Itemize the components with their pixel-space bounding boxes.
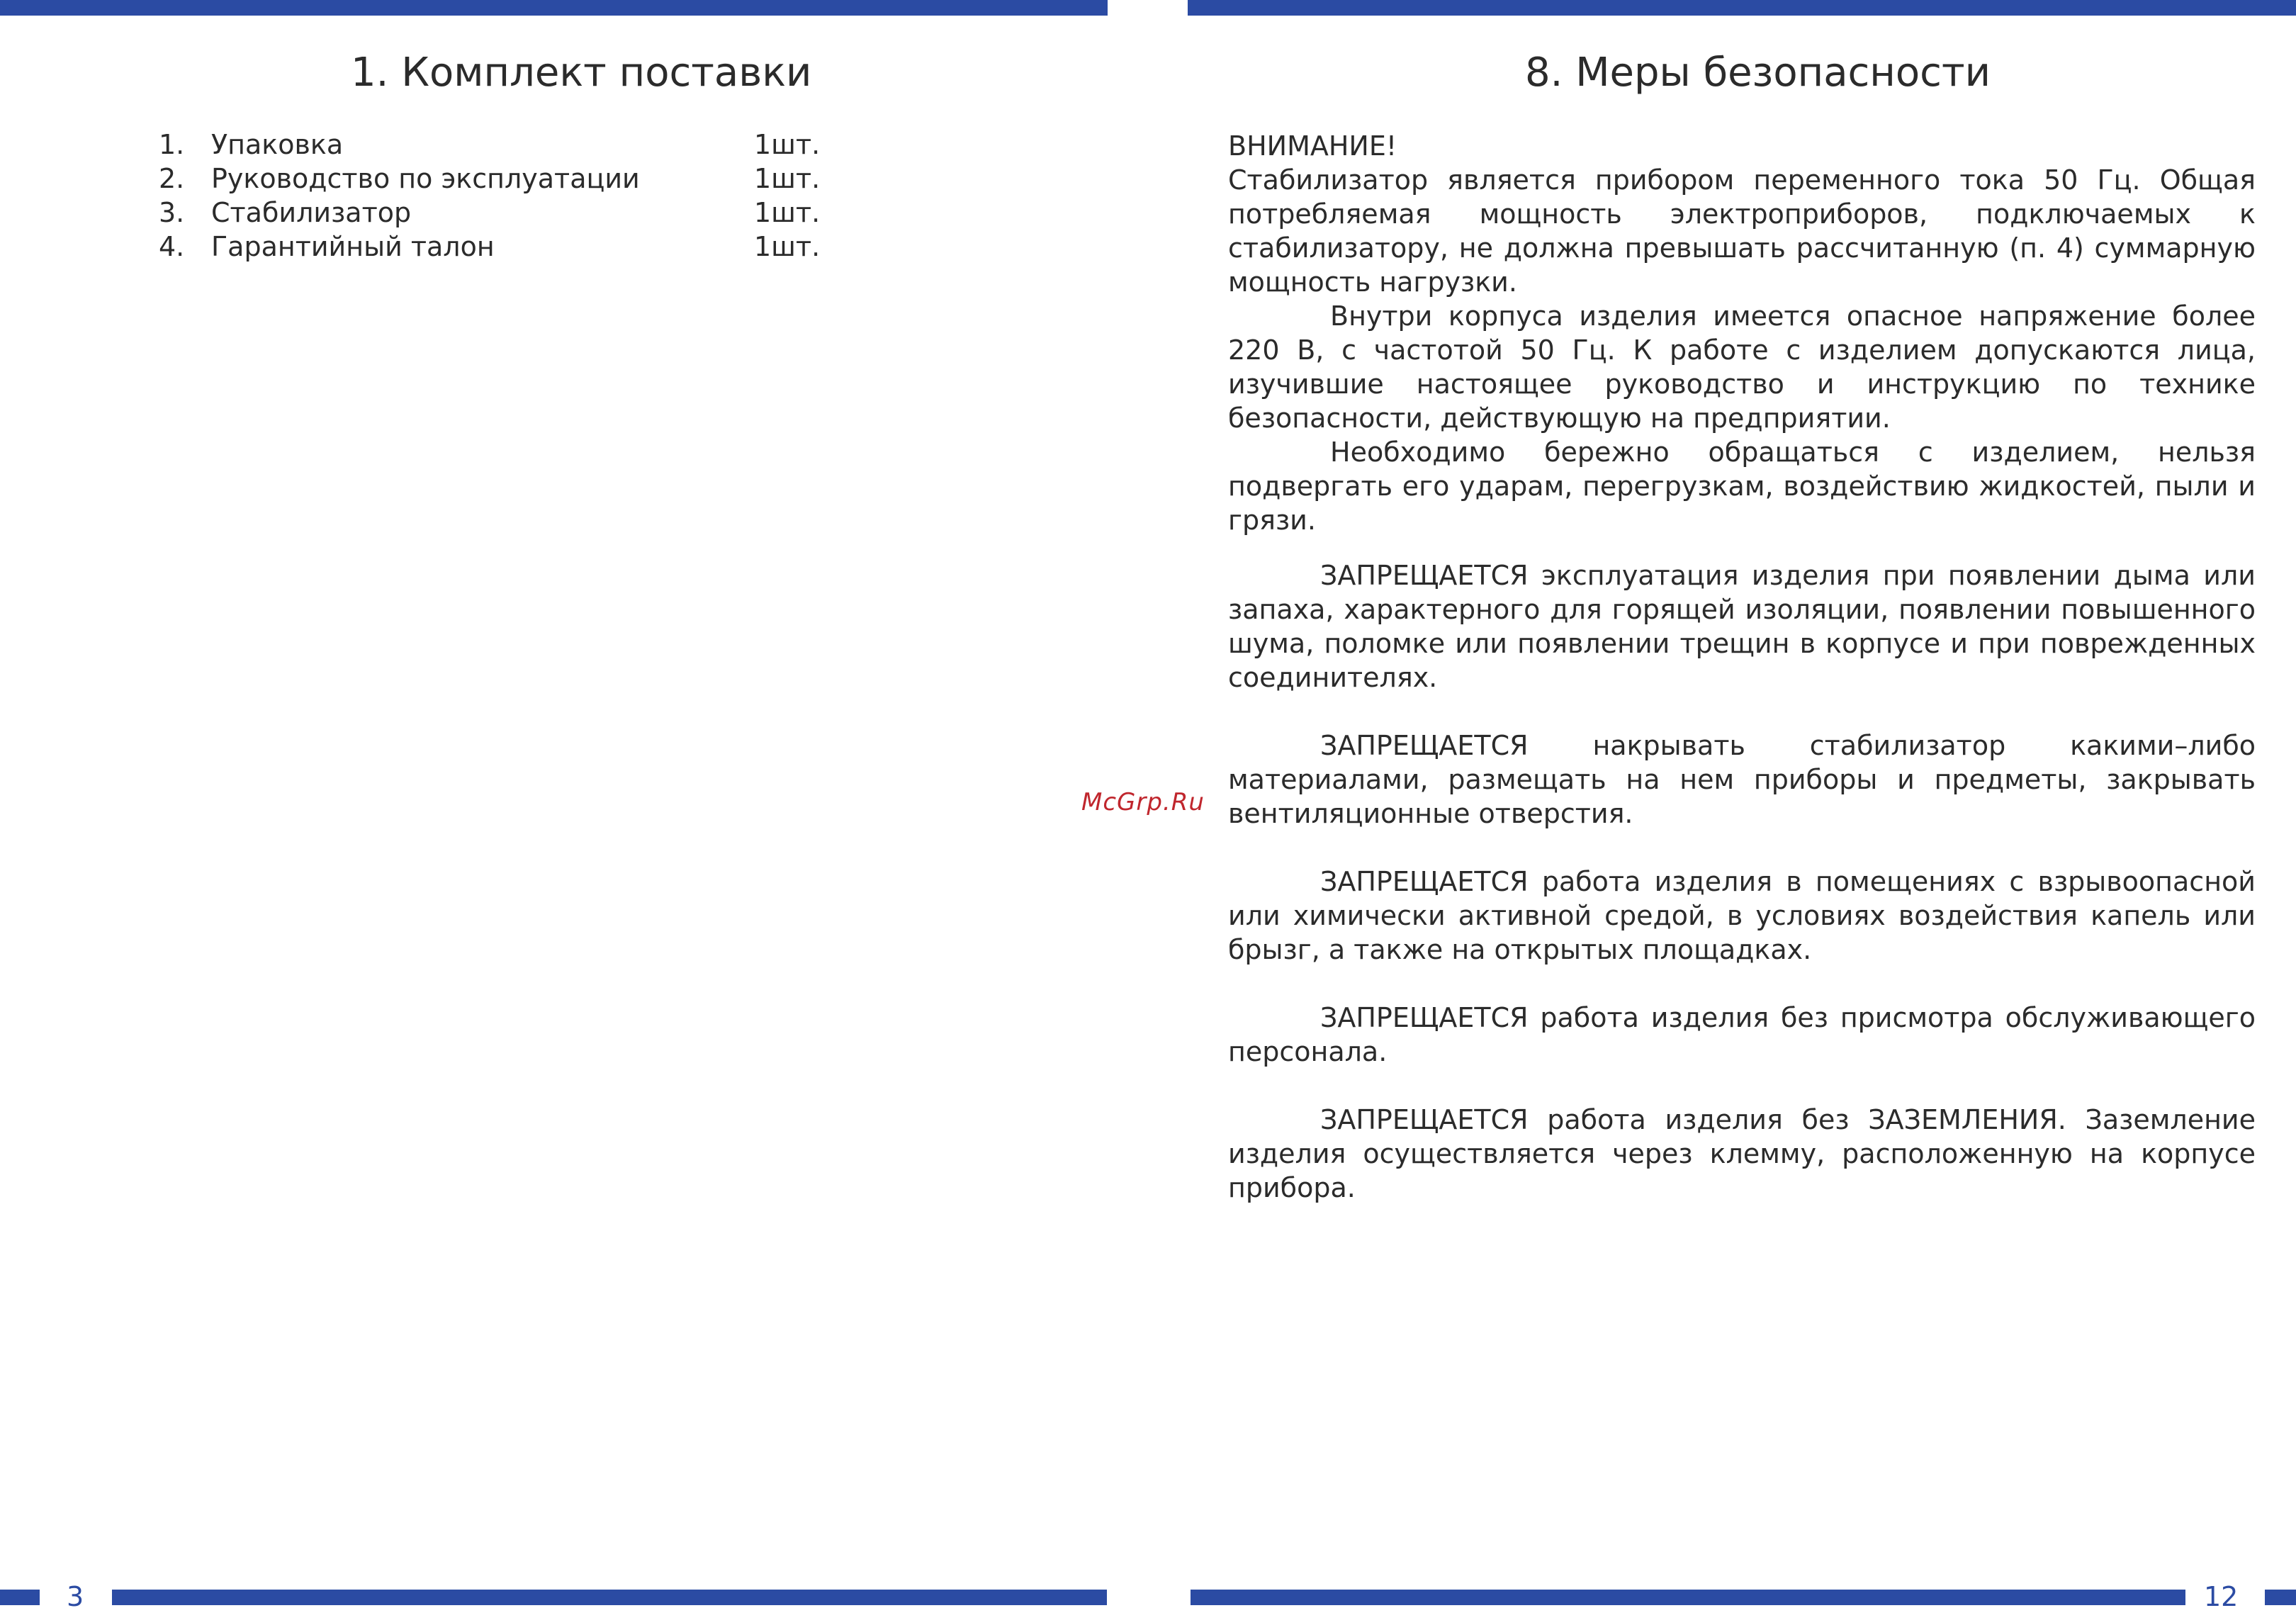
top-bar-left	[0, 0, 1108, 16]
list-item-name: Гарантийный талон	[211, 231, 495, 262]
list-item-name: Упаковка	[211, 129, 344, 160]
safety-content	[1228, 129, 2256, 1205]
list-item-quantity: 1шт.	[754, 163, 821, 194]
list-item-quantity: 1шт.	[754, 129, 821, 160]
list-item-name: Руководство по эксплуатации	[211, 163, 640, 194]
list-item-quantity: 1шт.	[754, 197, 821, 228]
safety-paragraph: Необходимо бережно обращаться с изделием, нельзя подвергать его ударам, перегрузкам, воздействию жидкостей, пыли и грязи.	[1228, 437, 2256, 536]
prohibition-paragraph: ЗАПРЕЩАЕТСЯ эксплуатация изделия при появлении дыма или запаха, характерного для горящей изоляции, появлении повышенного шума, поломке или появлении трещин в корпусе и при поврежденных соединителях.	[1228, 560, 2256, 693]
safety-paragraph: Стабилизатор является прибором переменного тока 50 Гц. Общая потребляемая мощность электроприборов, подключаемых к стабилизатору, не должна превышать рассчитанную (п. 4) суммарную мощность нагрузки.	[1228, 164, 2256, 298]
list-item-number: 4.	[159, 231, 185, 262]
list-item-quantity: 1шт.	[754, 231, 821, 262]
list-item-number: 3.	[159, 197, 185, 228]
left-page-title: 1. Комплект поставки	[351, 50, 812, 96]
bottom-bar-right-stub	[2265, 1590, 2296, 1605]
bottom-bar-right	[1191, 1590, 2185, 1605]
right-page-title: 8. Меры безопасности	[1525, 50, 1991, 96]
prohibition-paragraph: ЗАПРЕЩАЕТСЯ накрывать стабилизатор какими–либо материалами, размещать на нем приборы и предметы, закрывать вентиляционные отверстия.	[1228, 730, 2256, 829]
watermark-text[interactable]: McGrp.Ru	[1081, 788, 1205, 816]
list-item-number: 2.	[159, 163, 185, 194]
bottom-bar-left-stub	[0, 1590, 40, 1605]
bottom-bar-left	[112, 1590, 1107, 1605]
list-item-number: 1.	[159, 129, 185, 160]
prohibition-paragraph: ЗАПРЕЩАЕТСЯ работа изделия без ЗАЗЕМЛЕНИЯ. Заземление изделия осуществляется через клемму, расположенную на корпусе прибора.	[1228, 1104, 2256, 1203]
list-item	[159, 162, 853, 196]
list-item	[159, 128, 853, 162]
safety-paragraph: Внутри корпуса изделия имеется опасное напряжение более 220 В, с частотой 50 Гц. К работе с изделием допускаются лица, изучившие настоящее руководство и инструкцию по технике безопасности, действующую на предприятии.	[1228, 300, 2256, 434]
right-page-number: 12	[2204, 1581, 2239, 1608]
prohibition-paragraph: ЗАПРЕЩАЕТСЯ работа изделия в помещениях с взрывоопасной или химически активной средой, в условиях воздействия капель или брызг, а также на открытых площадках.	[1228, 866, 2256, 965]
list-item	[159, 196, 853, 230]
delivery-set-list	[159, 128, 853, 264]
list-item-name: Стабилизатор	[211, 197, 412, 228]
attention-heading: ВНИМАНИЕ!	[1228, 130, 1397, 162]
list-item	[159, 230, 853, 264]
top-bar-right	[1188, 0, 2296, 16]
left-page-number: 3	[67, 1581, 84, 1608]
prohibition-paragraph: ЗАПРЕЩАЕТСЯ работа изделия без присмотра обслуживающего персонала.	[1228, 1002, 2256, 1067]
